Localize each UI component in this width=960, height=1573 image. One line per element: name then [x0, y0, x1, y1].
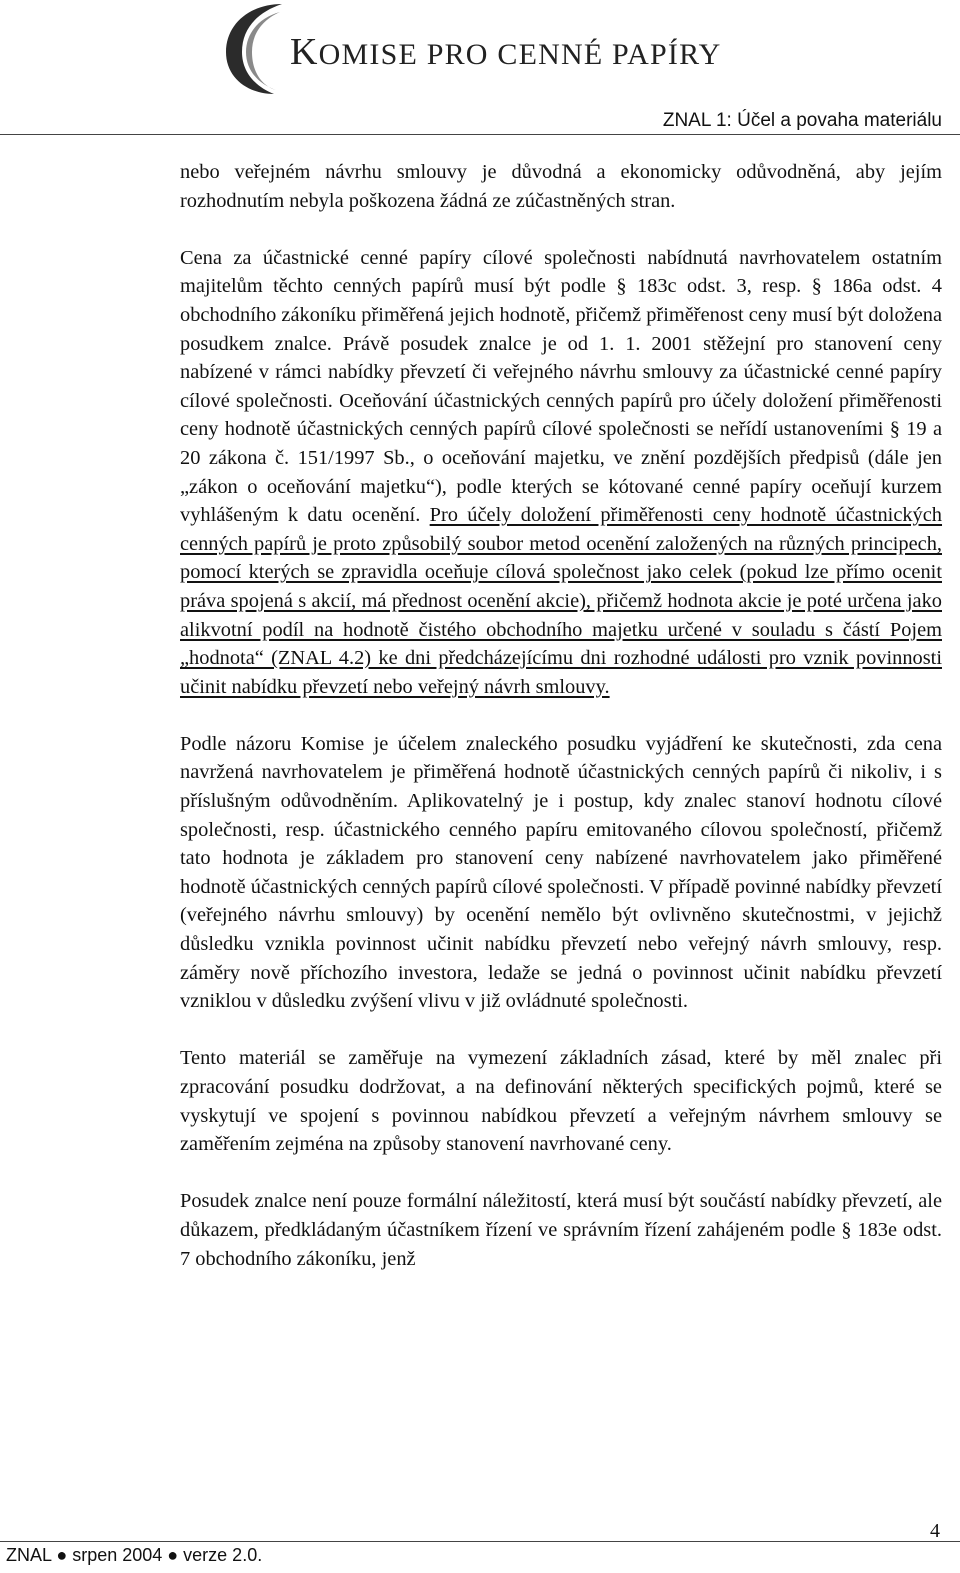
logo-title-initial: K: [290, 31, 319, 73]
crescent-c-logo-icon: [222, 0, 290, 96]
footer-divider: [0, 1541, 960, 1542]
paragraph-5: [180, 1187, 942, 1273]
paragraph-3-text: Podle názoru Komise je účelem znaleckého posudku vyjádření ke skutečnosti, zda cena navržená navrhovatelem je přiměřená hodnotě účastnických cenných papírů či nikoliv, i s příslušným odůvodněním. Aplikovatelný je i postup, kdy znalec stanoví hodnotu cílové společnosti, resp. účastnického cenného papíru emitovaného cílovou společností, přičemž tato hodnota je základem pro stanovení ceny nabízené navrhovatelem jako přiměřené hodnotě účastnických cenných papírů cílové společnosti. V případě povinné nabídky převzetí (veřejného návrhu smlouvy) by ocenění nemělo být ovlivněno skutečnostmi, v jejichž důsledku vznikla povinnost učinit nabídku převzetí nebo veřejný návrh smlouvy, resp. záměry nově příchozího investora, ledaže se jedná o povinnost učinit nabídku převzetí vzniklou v důsledku zvýšení vlivu v již ovládnuté společnosti.: [180, 732, 942, 1013]
paragraph-1: [180, 158, 942, 215]
paragraph-2: [180, 244, 942, 702]
document-body: [180, 158, 942, 1302]
header-divider: [0, 134, 960, 135]
footer-version: ZNAL ● srpen 2004 ● verze 2.0.: [6, 1545, 263, 1565]
paragraph-1-text: nebo veřejném návrhu smlouvy je důvodná a ekonomicky odůvodněná, aby jejím rozhodnutím nebyla poškozena žádná ze zúčastněných stran.: [180, 161, 942, 212]
paragraph-4: [180, 1044, 942, 1158]
page-number: 4: [930, 1520, 940, 1542]
paragraph-5-text: Posudek znalce není pouze formální náležitostí, která musí být součástí nabídky převzetí, ale důkazem, předkládaným účastníkem řízení ve správním řízení zahájeném podle § 183e odst. 7 obchodního zákoníku, jenž: [180, 1190, 942, 1270]
logo-title-rest: OMISE PRO CENNÉ PAPÍRY: [318, 38, 722, 71]
section-title: ZNAL 1: Účel a povaha materiálu: [662, 110, 942, 131]
logo-title: [290, 30, 722, 74]
paragraph-2-text: Cena za účastnické cenné papíry cílové společnosti nabídnutá navrhovatelem ostatním majitelům těchto cenných papírů musí být podle § 183c odst. 3, resp. § 186a odst. 4 obchodního zákoníku přiměřená jejich hodnotě, přičemž přiměřenost ceny musí být doložena posudkem znalce. Právě posudek znalce je od 1. 1. 2001 stěžejní pro stanovení ceny nabízené v rámci nabídky převzetí či veřejného návrhu smlouvy za účastnické cenné papíry cílové společnosti. Oceňování účastnických cenných papírů pro účely doložení přiměřenosti ceny hodnotě účastnických cenných papírů cílové společnosti se neřídí ustanoveními § 19 a 20 zákona č. 151/1997 Sb., o oceňování majetku, ve znění pozdějších předpisů (dále jen „zákon o oceňování majetku“), podle kterých se kótované cenné papíry oceňují kurzem vyhlášeným k datu ocenění.: [180, 246, 942, 527]
paragraph-2-underlined: Pro účely doložení přiměřenosti ceny hodnotě účastnických cenných papírů je proto způsobilý soubor metod ocenění založených na různých principech, pomocí kterých se zpravidla oceňuje cílová společnost jako celek (pokud lze přímo ocenit práva spojená s akcií, má přednost ocenění akcie), přičemž hodnota akcie je poté určena jako alikvotní podíl na hodnotě čistého obchodního majetku určené v souladu s částí Pojem „hodnota“ (ZNAL 4.2) ke dni předcházejícímu dni rozhodné události pro vznik povinnosti učinit nabídku převzetí nebo veřejný návrh smlouvy.: [180, 504, 943, 698]
paragraph-4-text: Tento materiál se zaměřuje na vymezení základních zásad, které by měl znalec při zpracování posudku dodržovat, a na definování některých specifických pojmů, které se vyskytují ve spojení s povinnou nabídkou převzetí a veřejným návrhem smlouvy se zaměřením zejména na způsoby stanovení navrhované ceny.: [180, 1047, 942, 1156]
paragraph-3: [180, 730, 942, 1016]
